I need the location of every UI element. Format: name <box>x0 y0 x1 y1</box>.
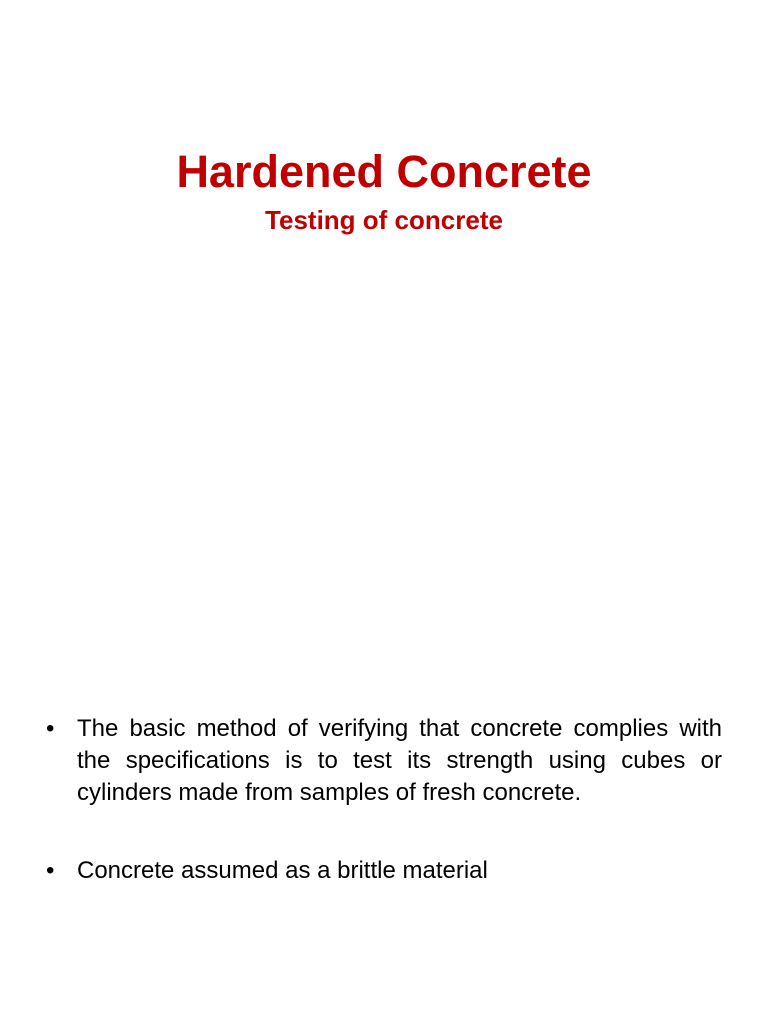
bullet-list <box>46 713 722 887</box>
bullet-item <box>46 713 722 809</box>
bullet-marker: • <box>46 715 55 742</box>
bullet-text: Concrete assumed as a brittle material <box>77 857 488 884</box>
bullet-text: The basic method of verifying that concrete complies with the specifications is to test its strength using cubes or cylinders made from samples of fresh concrete. <box>77 715 722 806</box>
slide-subtitle: Testing of concrete <box>265 205 503 235</box>
bullet-item <box>46 855 722 887</box>
bullet-marker: • <box>46 857 55 884</box>
slide-title: Hardened Concrete <box>176 146 592 197</box>
